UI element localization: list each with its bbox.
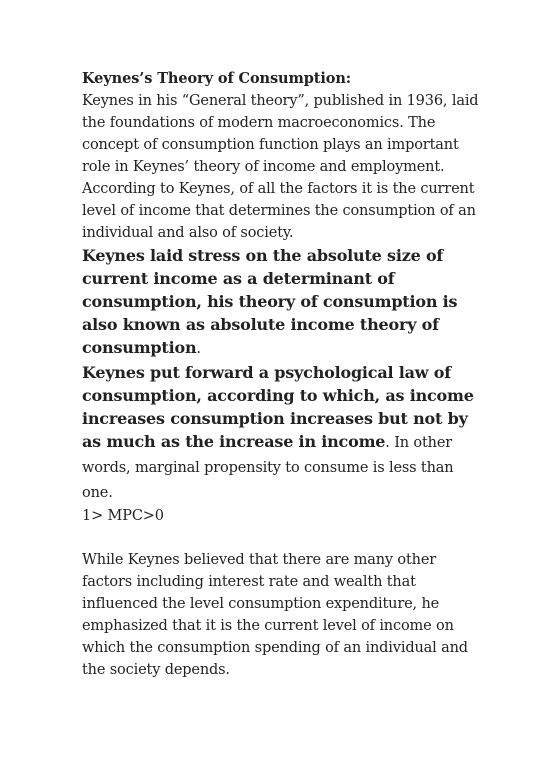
closing-paragraph: While Keynes believed that there are many other factors including interest rate and wealth that influenced the level consumption expenditure, he emphasized that it is the current level of income on which the consumption spending of an individual and the society depends. (82, 552, 468, 678)
absolute-income-paragraph (82, 244, 482, 361)
document-title: Keynes’s Theory of Consumption: (82, 70, 352, 87)
mpc-formula: 1> MPC>0 (82, 508, 164, 524)
document-body (82, 68, 482, 681)
absolute-income-period: . (196, 341, 201, 357)
psychological-law-paragraph (82, 361, 482, 505)
absolute-income-text: Keynes laid stress on the absolute size of current income as a determinant of consumption, his theory of consumption is also known as absolute income theory of consumption (82, 246, 458, 357)
paragraph-spacer (82, 527, 482, 549)
intro-paragraph: Keynes in his “General theory”, published in 1936, laid the foundations of modern macroeconomics. The concept of consumption function plays an important role in Keynes’ theory of income and employment. According to Keynes, of all the factors it is the current level of income that determines the consumption of an individual and also of society. (82, 93, 479, 241)
psychological-law-rest: . In other words, marginal propensity to consume is less than one. (82, 435, 454, 501)
psychological-law-text: Keynes put forward a psychological law of consumption, according to which, as income increases consumption increases but not by as much as the increase in income (82, 363, 474, 451)
